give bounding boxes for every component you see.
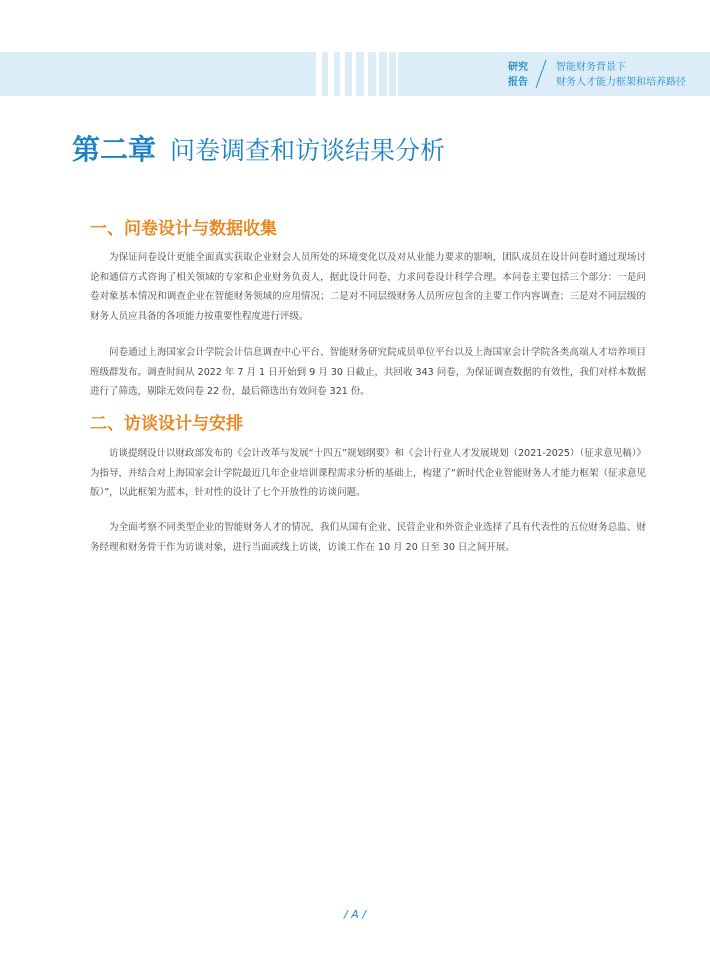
report-category	[508, 60, 534, 90]
chapter-heading	[72, 130, 445, 174]
section-heading-interview: 二、访谈设计与安排	[90, 414, 243, 434]
report-category-line1: 研究	[508, 62, 528, 73]
report-title-line1: 智能财务背景下	[556, 62, 626, 73]
paragraph: 访谈提纲设计以财政部发布的《会计改革与发展“十四五”规划纲要》和《会计行业人才发展规划（2021-2025）（征求意见稿）》为指导，并结合对上海国家会计学院最近几年企业培训课程需求分析的基础上，构建了“新时代企业智能财务人才能力框架（征求意见版）”，以此框架为蓝本，针对性的设计了七个开放性的访谈问题。	[90, 448, 646, 498]
page-number: / A /	[344, 908, 366, 921]
report-title	[556, 60, 706, 90]
report-title-line2: 财务人才能力框架和培养路径	[556, 77, 686, 88]
report-category-line2: 报告	[508, 77, 528, 88]
chapter-title: 问卷调查和访谈结果分析	[170, 136, 446, 165]
paragraph: 为保证问卷设计更能全面真实获取企业财会人员所处的环境变化以及对从业能力要求的影响，团队成员在设计问卷时通过现场讨论和通信方式咨询了相关领域的专家和企业财务负责人，据此设计问卷，力求问卷设计科学合理。本问卷主要包括三个部分：一是问卷对象基本情况和调查企业在智能财务领域的应用情况；二是对不同层级财务人员所应包含的主要工作内容调查；三是对不同层级的财务人员应具备的各项能力按重要性程度进行评级。	[90, 252, 646, 322]
paragraph: 问卷通过上海国家会计学院会计信息调查中心平台、智能财务研究院成员单位平台以及上海国家会计学院各类高端人才培养项目班级群发布。调查时间从 2022 年 7 月 1 日开始到 9 月 30 日截止，共回收 343 问卷，为保证调查数据的有效性，我们对样本数据进行了筛选，剔除无效问卷 22 份，最后筛选出有效问卷 321 份。	[90, 347, 646, 397]
chapter-number: 第二章	[72, 133, 157, 166]
slash-divider-icon	[534, 58, 548, 90]
section-heading-questionnaire: 一、问卷设计与数据收集	[90, 219, 277, 239]
header-label	[496, 58, 710, 90]
paragraph: 为全面考察不同类型企业的智能财务人才的情况，我们从国有企业、民营企业和外资企业选择了具有代表性的五位财务总监、财务经理和财务骨干作为访谈对象，进行当面或线上访谈，访谈工作在 10 月 20 日至 30 日之间开展。	[90, 522, 646, 553]
